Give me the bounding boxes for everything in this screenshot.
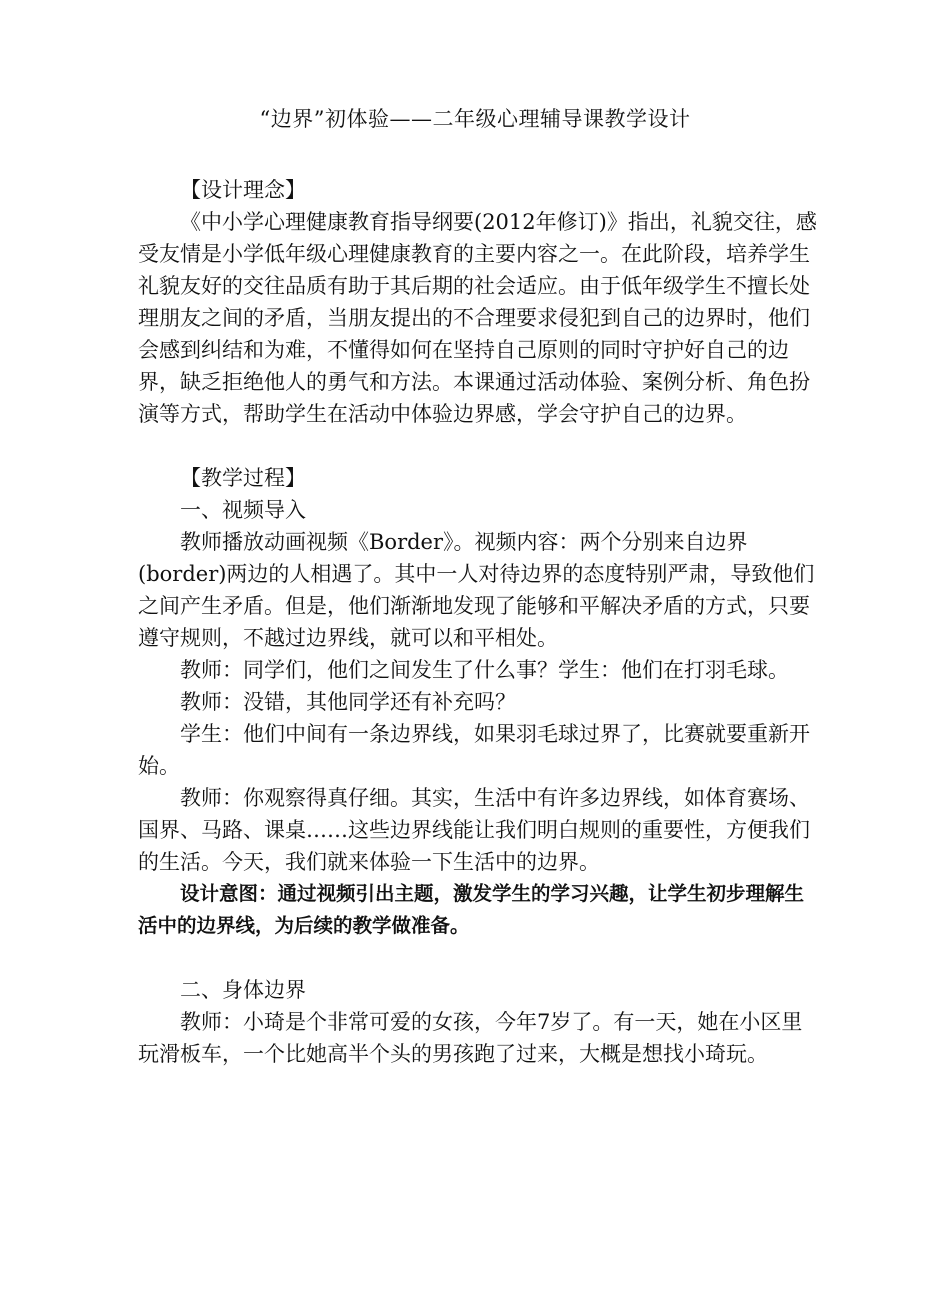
paragraph-gap bbox=[138, 430, 822, 462]
part2-paragraph: 教师：小琦是个非常可爱的女孩，今年7岁了。有一天，她在小区里玩滑板车，一个比她高半个头的男孩跑了过来，大概是想找小琦玩。 bbox=[138, 1010, 803, 1066]
document-body bbox=[138, 174, 822, 1070]
section-heading-teaching-process: 【教学过程】 bbox=[180, 466, 306, 490]
part1-paragraph: 教师播放动画视频《Border》。视频内容：两个分别来自边界(border)两边的人相遇了。其中一人对待边界的态度特别严肃，导致他们之间产生矛盾。但是，他们渐渐地发现了能够和平解决矛盾的方式，只要遵守规则，不越过边界线，就可以和平相处。 bbox=[138, 530, 815, 650]
part1-paragraph: 教师：你观察得真仔细。其实，生活中有许多边界线，如体育赛场、国界、马路、课桌……这些边界线能让我们明白规则的重要性，方便我们的生活。今天，我们就来体验一下生活中的边界。 bbox=[138, 786, 810, 874]
part1-heading: 一、视频导入 bbox=[180, 498, 306, 522]
part1-paragraph: 教师：没错，其他同学还有补充吗？ bbox=[180, 690, 516, 714]
section-heading-design-concept: 【设计理念】 bbox=[180, 178, 306, 202]
part1-paragraph: 教师：同学们，他们之间发生了什么事？学生：他们在打羽毛球。 bbox=[180, 658, 789, 682]
part1-paragraph: 学生：他们中间有一条边界线，如果羽毛球过界了，比赛就要重新开始。 bbox=[138, 722, 810, 778]
design-intent-note: 设计意图：通过视频引出主题，激发学生的学习兴趣，让学生初步理解生活中的边界线，为后续的教学做准备。 bbox=[138, 882, 805, 937]
part2-heading: 二、身体边界 bbox=[180, 978, 306, 1002]
document-title: “边界”初体验——二年级心理辅导课教学设计 bbox=[259, 107, 691, 131]
paragraph-gap bbox=[138, 942, 822, 974]
design-concept-paragraph: 《中小学心理健康教育指导纲要(2012年修订)》指出，礼貌交往，感受友情是小学低年级心理健康教育的主要内容之一。在此阶段，培养学生礼貌友好的交往品质有助于其后期的社会适应。由于低年级学生不擅长处理朋友之间的矛盾，当朋友提出的不合理要求侵犯到自己的边界时，他们会感到纠结和为难，不懂得如何在坚持自己原则的同时守护好自己的边界，缺乏拒绝他人的勇气和方法。本课通过活动体验、案例分析、角色扮演等方式，帮助学生在活动中体验边界感，学会守护自己的边界。 bbox=[138, 210, 817, 426]
